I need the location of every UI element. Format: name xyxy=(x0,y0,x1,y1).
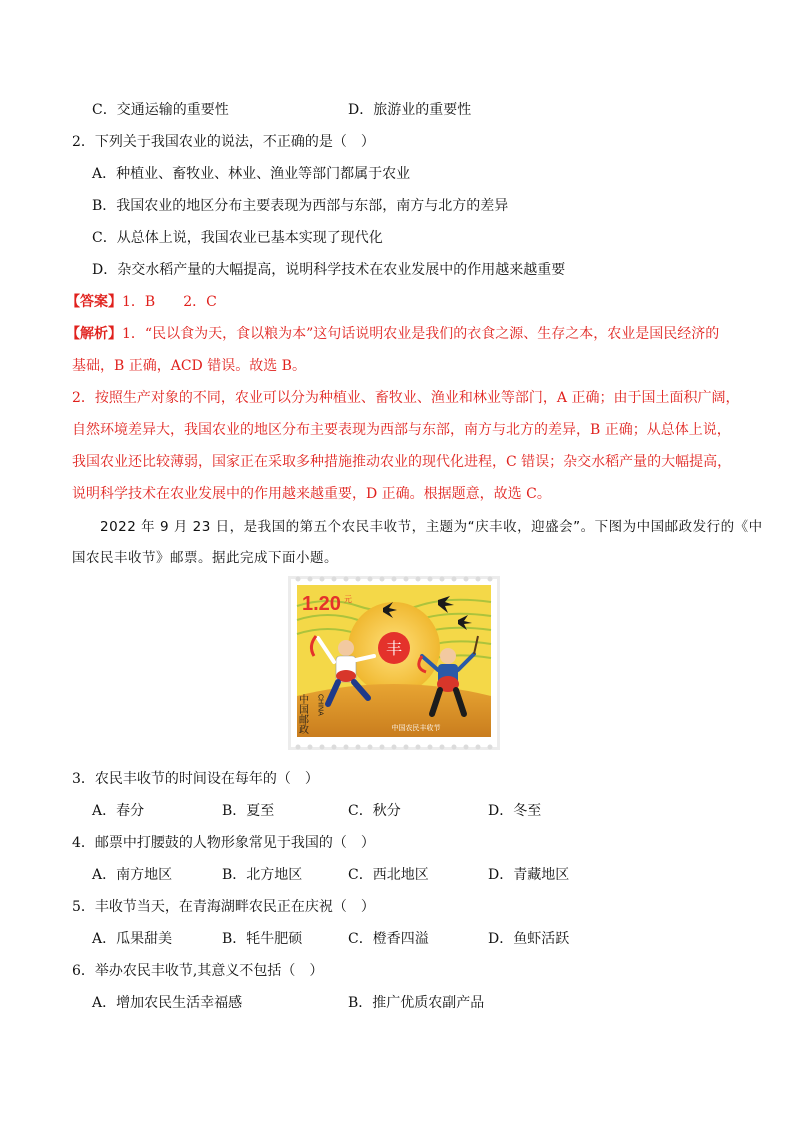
q4-option-d: D．青藏地区 xyxy=(488,867,570,883)
stamp-image xyxy=(288,576,500,750)
q4-option-a: A．南方地区 xyxy=(92,867,173,883)
q5-option-a: A．瓜果甜美 xyxy=(92,931,173,947)
answer-line xyxy=(66,292,217,312)
q6-option-a: A．增加农民生活幸福感 xyxy=(92,995,243,1011)
stamp-denomination: 1.20 xyxy=(302,593,341,615)
q4-stem: 4．邮票中打腰鼓的人物形象常见于我国的（ ） xyxy=(72,835,375,851)
answer-label: 【答案】 xyxy=(66,294,122,310)
analysis-line-6: 说明科学技术在农业发展中的作用越来越重要，D 正确。根据题意，故选 C。 xyxy=(72,486,551,502)
q2-option-c: C．从总体上说，我国农业已基本实现了现代化 xyxy=(92,230,383,246)
q1-option-c: C．交通运输的重要性 xyxy=(92,102,229,118)
q3-option-c: C．秋分 xyxy=(348,803,401,819)
analysis-line-2: 基础，B 正确，ACD 错误。故选 B。 xyxy=(72,358,306,374)
q3-option-b: B．夏至 xyxy=(222,803,275,819)
stamp-emblem-char: 丰 xyxy=(385,639,403,658)
q2-option-b: B．我国农业的地区分布主要表现为西部与东部，南方与北方的差异 xyxy=(92,198,509,214)
q1-option-d: D．旅游业的重要性 xyxy=(348,102,472,118)
q3-option-a: A．春分 xyxy=(92,803,145,819)
stamp-issuer-en: CHINA xyxy=(316,694,324,716)
q3-stem: 3．农民丰收节的时间设在每年的（ ） xyxy=(72,771,319,787)
stamp-issuer-cn: 中国邮政 xyxy=(296,694,308,734)
analysis-label: 【解析】 xyxy=(66,326,122,342)
q3-option-d: D．冬至 xyxy=(488,803,542,819)
q4-option-c: C．西北地区 xyxy=(348,867,429,883)
q5-option-c: C．橙香四溢 xyxy=(348,931,429,947)
intro-line-1: 2022 年 9 月 23 日，是我国的第五个农民丰收节，主题为“庆丰收，迎盛会”。下图为中国邮政发行的《中 xyxy=(100,519,763,535)
q6-stem: 6．举办农民丰收节,其意义不包括（ ） xyxy=(72,963,324,979)
q5-stem: 5．丰收节当天，在青海湖畔农民正在庆祝（ ） xyxy=(72,899,375,915)
analysis-line-1: 【解析】1．“民以食为天，食以粮为本”这句话说明农业是我们的衣食之源、生存之本，农业是国民经济的 xyxy=(66,326,720,342)
stamp-caption: 中国农民丰收节 xyxy=(391,724,441,732)
q2-option-a: A．种植业、畜牧业、林业、渔业等部门都属于农业 xyxy=(92,166,411,182)
answer-text: 1．B 2．C xyxy=(122,294,217,310)
q5-option-d: D．鱼虾活跃 xyxy=(488,931,570,947)
analysis-line-3: 2．按照生产对象的不同，农业可以分为种植业、畜牧业、渔业和林业等部门，A 正确；由于国土面积广阔， xyxy=(72,390,740,406)
q4-option-b: B．北方地区 xyxy=(222,867,303,883)
q5-option-b: B．牦牛肥硕 xyxy=(222,931,303,947)
q2-stem: 2．下列关于我国农业的说法，不正确的是（ ） xyxy=(72,134,375,150)
analysis-line-5: 我国农业还比较薄弱，国家正在采取多种措施推动农业的现代化进程，C 错误；杂交水稻产量的大幅提高， xyxy=(72,454,732,470)
q6-option-b: B．推广优质农副产品 xyxy=(348,995,485,1011)
intro-line-2: 国农民丰收节》邮票。据此完成下面小题。 xyxy=(72,550,338,566)
analysis-line-4: 自然环境差异大，我国农业的地区分布主要表现为西部与东部，南方与北方的差异，B 正确；从总体上说， xyxy=(72,422,731,438)
q2-option-d: D．杂交水稻产量的大幅提高，说明科学技术在农业发展中的作用越来越重要 xyxy=(92,262,566,278)
stamp-unit: 元 xyxy=(344,595,352,604)
